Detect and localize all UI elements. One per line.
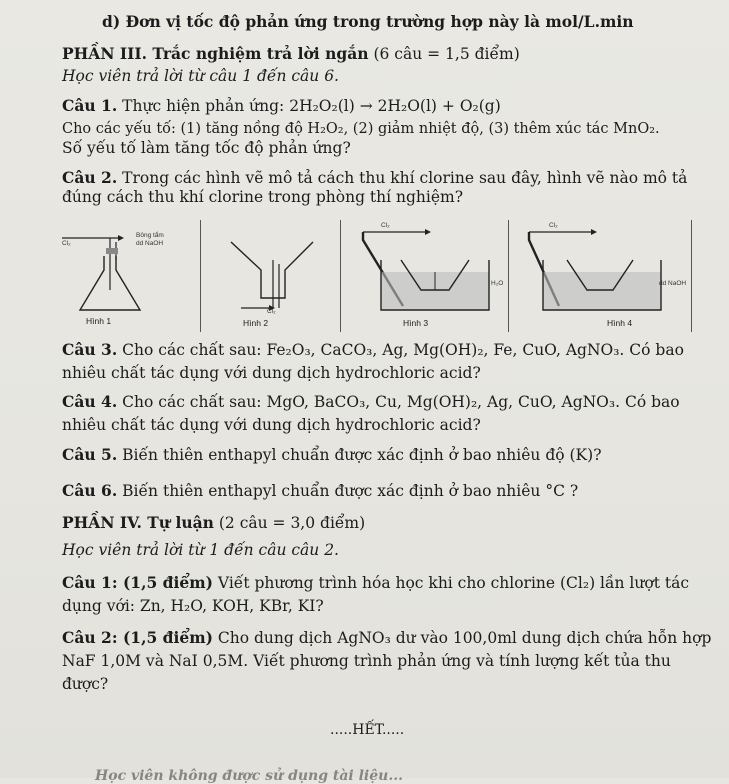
- figure-2: [200, 220, 341, 332]
- q5-text: Biến thiên enthapyl chuẩn được xác định ở bao nhiêu độ (K)?: [122, 446, 602, 464]
- end-marker: .....HẾT.....: [330, 722, 405, 738]
- e2-text-2: NaF 1,0M và NaI 0,5M. Viết phương trình phản ứng và tính lượng kết tủa thu: [62, 652, 671, 670]
- section-3-title: PHẦN III. Trắc nghiệm trả lời ngắn: [62, 44, 369, 63]
- essay-1: [62, 574, 689, 592]
- section-4-heading: [62, 514, 365, 532]
- section-4-score: (2 câu = 3,0 điểm): [218, 514, 366, 532]
- q1-factors: Cho các yếu tố: (1) tăng nồng độ H₂O₂, (2) giảm nhiệt độ, (3) thêm xúc tác MnO₂.: [62, 121, 660, 137]
- e1-text: Viết phương trình hóa học khi cho chlorine (Cl₂) lần lượt tác: [217, 574, 689, 592]
- q6-label: Câu 6.: [62, 481, 118, 500]
- question-2: [62, 169, 687, 187]
- section-3-instruction: Học viên trả lời từ câu 1 đến câu 6.: [62, 67, 339, 85]
- fig3-gas-label: Cl₂: [381, 222, 390, 229]
- q2-label: Câu 2.: [62, 168, 118, 187]
- figure-4-drawing: [509, 220, 691, 332]
- q3-text: Cho các chất sau: Fe₂O₃, CaCO₃, Ag, Mg(OH)₂, Fe, CuO, AgNO₃. Có bao: [122, 341, 684, 359]
- fig3-caption: Hình 3: [403, 318, 429, 328]
- q5-label: Câu 5.: [62, 445, 118, 464]
- section-3-heading: [62, 45, 520, 63]
- question-5: [62, 446, 602, 464]
- chlorine-collection-figures: [50, 220, 690, 332]
- q1-label: Câu 1.: [62, 96, 118, 115]
- figure-3-drawing: [341, 220, 509, 332]
- e2-label: Câu 2: (1,5 điểm): [62, 628, 213, 647]
- essay-2: [62, 629, 711, 647]
- fig4-gas-label: Cl₂: [549, 222, 558, 229]
- q1-text: Thực hiện phản ứng:: [122, 97, 285, 115]
- q1-equation: 2H₂O₂(l) → 2H₂O(l) + O₂(g): [289, 97, 501, 115]
- q6-text: Biến thiên enthapyl chuẩn được xác định ở bao nhiêu °C ?: [122, 482, 579, 500]
- figure-1: [50, 220, 200, 332]
- question-3: [62, 341, 684, 359]
- e2-text-3: được?: [62, 675, 109, 693]
- fig2-caption: Hình 2: [243, 318, 269, 328]
- section-3-score: (6 câu = 1,5 điểm): [373, 45, 520, 63]
- fig4-caption: Hình 4: [607, 318, 633, 328]
- q4-text-2: nhiêu chất tác dụng với dung dịch hydrochloric acid?: [62, 416, 481, 434]
- q2-text-2: đúng cách thu khí clorine trong phòng thí nghiệm?: [62, 188, 464, 206]
- fig2-gas-label: Cl₂: [267, 308, 276, 315]
- q3-text-2: nhiêu chất tác dụng với dung dịch hydrochloric acid?: [62, 364, 481, 382]
- question-4: [62, 393, 680, 411]
- fig1-cotton-label: Bông tẩm: [136, 232, 164, 239]
- fig4-liquid-label: dd NaOH: [659, 280, 687, 287]
- fig1-caption: Hình 1: [86, 316, 112, 326]
- question-6: [62, 482, 578, 500]
- fig3-liquid-label: H₂O: [491, 280, 504, 287]
- fig1-solution-label: dd NaOH: [136, 240, 164, 247]
- q4-label: Câu 4.: [62, 392, 118, 411]
- item-d-text: d) Đơn vị tốc độ phản ứng trong trường hợp này là mol/L.min: [102, 12, 634, 31]
- e1-text-2: dụng với: Zn, H₂O, KOH, KBr, KI?: [62, 597, 324, 615]
- q3-label: Câu 3.: [62, 340, 118, 359]
- fig1-gas-label: Cl₂: [62, 240, 71, 247]
- footer-note: Học viên không được sử dụng tài liệu...: [95, 768, 403, 784]
- figure-2-drawing: [201, 220, 341, 332]
- figure-4: [508, 220, 692, 332]
- section-4-instruction: Học viên trả lời từ 1 đến câu câu 2.: [62, 541, 339, 559]
- q2-text: Trong các hình vẽ mô tả cách thu khí clorine sau đây, hình vẽ nào mô tả: [122, 169, 688, 187]
- e1-label: Câu 1: (1,5 điểm): [62, 573, 213, 592]
- question-1: [62, 97, 501, 115]
- item-d: [102, 13, 634, 31]
- q4-text: Cho các chất sau: MgO, BaCO₃, Cu, Mg(OH)₂, Ag, CuO, AgNO₃. Có bao: [122, 393, 680, 411]
- q1-question: Số yếu tố làm tăng tốc độ phản ứng?: [62, 139, 351, 157]
- e2-text: Cho dung dịch AgNO₃ dư vào 100,0ml dung dịch chứa hỗn hợp: [217, 629, 712, 647]
- figure-3: [340, 220, 509, 332]
- figure-1-drawing: [50, 220, 200, 332]
- section-4-title: PHẦN IV. Tự luận: [62, 513, 214, 532]
